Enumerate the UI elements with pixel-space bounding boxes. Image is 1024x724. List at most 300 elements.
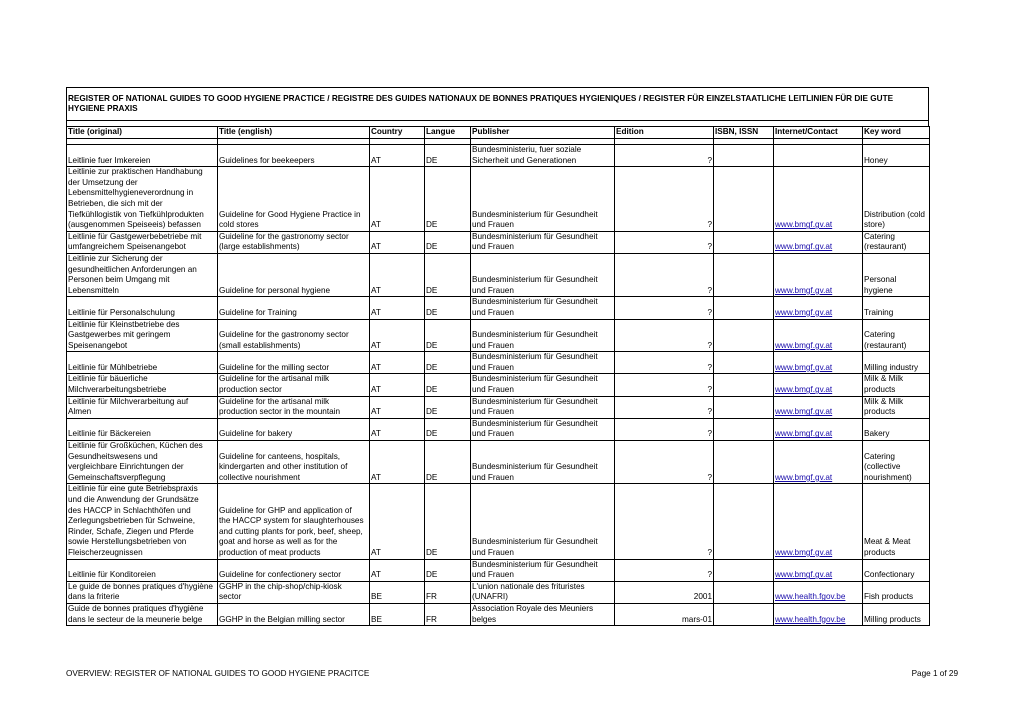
cell-keyword-line: (restaurant) — [864, 242, 907, 252]
cell-keyword-line: products — [864, 385, 896, 395]
cell-publisher — [471, 418, 615, 440]
cell-keyword-line: Milling industry — [864, 362, 919, 372]
cell-title-original-line: umfangreichem Speisenangebot — [68, 242, 186, 252]
cell-publisher — [471, 374, 615, 396]
cell-keyword-line: Personal — [864, 275, 897, 285]
cell-publisher-line: und Frauen — [472, 472, 514, 482]
cell-keyword-line: Catering — [864, 451, 895, 461]
cell-title-original-line: Leitlinie zur praktischen Handhabung — [68, 167, 203, 177]
table-row — [67, 145, 930, 167]
cell-title-english-line: Guideline for GHP and application of — [219, 505, 352, 515]
cell-internet — [774, 167, 863, 232]
cell-title-original-line: Leitlinie fuer Imkereien — [68, 155, 151, 165]
table-row — [67, 352, 930, 374]
cell-edition: 2001 — [615, 581, 714, 603]
cell-title-english-line: Guideline for canteens, hospitals, — [219, 451, 341, 461]
cell-title-original-line: Leitlinie für bäuerliche — [68, 374, 148, 384]
cell-keyword-line: Honey — [864, 155, 888, 165]
website-link[interactable]: www.bmgf.gv.at — [775, 547, 833, 557]
cell-publisher-line: und Frauen — [472, 385, 514, 395]
cell-title-original-line: dans la friterie — [68, 592, 120, 602]
cell-title-english — [218, 396, 370, 418]
cell-title-english-line: the HACCP system for slaughterhouses — [219, 516, 364, 526]
cell-edition: ? — [615, 352, 714, 374]
cell-publisher-line: Bundesministerium für Gesundheit — [472, 559, 598, 569]
cell-keyword-line: Distribution (cold — [864, 209, 925, 219]
cell-title-original-line: sowie Herstellungsbetrieben von — [68, 537, 187, 547]
cell-isbn — [714, 319, 774, 352]
cell-publisher-line: Bundesministerium für Gesundheit — [472, 231, 598, 241]
cell-internet — [774, 603, 863, 625]
cell-publisher-line: Bundesministerium für Gesundheit — [472, 297, 598, 307]
cell-title-english-line: GGHP in the chip-shop/chip-kiosk — [219, 581, 342, 591]
cell-title-original-line: dans le secteur de la meunerie belge — [68, 614, 203, 624]
cell-publisher-line: Sicherheit und Generationen — [472, 155, 577, 165]
col-header-langue: Langue — [425, 127, 471, 139]
cell-keyword-line: (restaurant) — [864, 340, 907, 350]
table-row — [67, 396, 930, 418]
cell-title-original-line: Rinder, Schafe, Ziegen und Pferde — [68, 526, 194, 536]
cell-langue: FR — [425, 581, 471, 603]
col-header-country: Country — [370, 127, 425, 139]
cell-title-original — [67, 253, 218, 296]
cell-publisher — [471, 484, 615, 559]
cell-langue: DE — [425, 319, 471, 352]
cell-title-english — [218, 374, 370, 396]
cell-internet — [774, 352, 863, 374]
cell-edition: ? — [615, 396, 714, 418]
cell-publisher-line: und Frauen — [472, 362, 514, 372]
cell-title-english-line: Guideline for personal hygiene — [219, 285, 331, 295]
cell-keyword — [863, 603, 930, 625]
cell-country: AT — [370, 396, 425, 418]
cell-edition: ? — [615, 167, 714, 232]
cell-isbn — [714, 167, 774, 232]
cell-country: AT — [370, 253, 425, 296]
cell-title-original-line: Gemeinschaftsverpflegung — [68, 472, 166, 482]
cell-title-original-line: Gesundheitswesens und — [68, 451, 158, 461]
cell-title-original — [67, 559, 218, 581]
cell-keyword — [863, 484, 930, 559]
cell-keyword — [863, 297, 930, 319]
cell-title-original — [67, 603, 218, 625]
cell-keyword — [863, 231, 930, 253]
cell-keyword-line: Milk & Milk — [864, 374, 904, 384]
website-link[interactable]: www.bmgf.gv.at — [775, 242, 833, 252]
cell-publisher — [471, 145, 615, 167]
cell-publisher-line: und Frauen — [472, 285, 514, 295]
cell-country: AT — [370, 167, 425, 232]
cell-edition: ? — [615, 374, 714, 396]
cell-title-english — [218, 581, 370, 603]
cell-title-english-line: Guideline for bakery — [219, 429, 293, 439]
cell-title-original — [67, 484, 218, 559]
cell-keyword-line: Catering — [864, 231, 895, 241]
website-link[interactable]: www.health.fgov.be — [775, 614, 846, 624]
cell-keyword — [863, 145, 930, 167]
cell-langue: DE — [425, 441, 471, 484]
cell-isbn — [714, 441, 774, 484]
cell-title-original-line: (ausgenommen Speiseeis) befassen — [68, 220, 201, 230]
cell-title-original — [67, 441, 218, 484]
cell-title-original-line: Zerlegungsbetrieben für Schweine, — [68, 516, 195, 526]
cell-title-original — [67, 297, 218, 319]
website-link[interactable]: www.bmgf.gv.at — [775, 307, 833, 317]
cell-publisher-line: und Frauen — [472, 340, 514, 350]
cell-isbn — [714, 559, 774, 581]
cell-isbn — [714, 418, 774, 440]
cell-keyword-line: store) — [864, 220, 885, 230]
page-number: Page 1 of 29 — [911, 669, 958, 678]
col-header-edition: Edition — [615, 127, 714, 139]
cell-title-original-line: Personen beim Umgang mit — [68, 275, 170, 285]
cell-keyword — [863, 167, 930, 232]
cell-publisher — [471, 253, 615, 296]
cell-langue: DE — [425, 231, 471, 253]
header-row — [67, 127, 930, 139]
cell-internet — [774, 559, 863, 581]
cell-title-original — [67, 231, 218, 253]
cell-title-english-line: (small establishments) — [219, 340, 301, 350]
cell-country: AT — [370, 441, 425, 484]
cell-publisher — [471, 396, 615, 418]
cell-country: AT — [370, 374, 425, 396]
website-link[interactable]: www.bmgf.gv.at — [775, 385, 833, 395]
cell-country: BE — [370, 603, 425, 625]
table-row — [67, 374, 930, 396]
cell-isbn — [714, 374, 774, 396]
cell-langue: DE — [425, 297, 471, 319]
website-link[interactable]: www.bmgf.gv.at — [775, 570, 833, 580]
cell-keyword — [863, 581, 930, 603]
cell-country: AT — [370, 319, 425, 352]
cell-isbn — [714, 253, 774, 296]
cell-publisher-line: Bundesministerium für Gesundheit — [472, 374, 598, 384]
table-body — [67, 139, 930, 626]
col-header-title-original: Title (original) — [67, 127, 218, 139]
table-row — [67, 231, 930, 253]
cell-internet — [774, 231, 863, 253]
cell-title-english-line: collective nourishment — [219, 472, 301, 482]
cell-title-english-line: production of meat products — [219, 547, 321, 557]
register-title-line2: HYGIENE PRAXIS — [68, 104, 138, 113]
cell-title-english — [218, 253, 370, 296]
cell-title-english — [218, 559, 370, 581]
cell-title-original-line: Tiefkühllogistik von Tiefkühlprodukten — [68, 209, 204, 219]
cell-country: AT — [370, 559, 425, 581]
cell-title-original-line: Leitlinie zur Sicherung der — [68, 253, 163, 263]
cell-publisher-line: Bundesministerium für Gesundheit — [472, 396, 598, 406]
cell-title-english-line: Guideline for Good Hygiene Practice in — [219, 209, 361, 219]
cell-title-english-line: GGHP in the Belgian milling sector — [219, 614, 345, 624]
cell-keyword — [863, 441, 930, 484]
cell-isbn — [714, 145, 774, 167]
cell-publisher — [471, 167, 615, 232]
cell-country: AT — [370, 231, 425, 253]
cell-title-english-line: Guideline for the artisanal milk — [219, 396, 330, 406]
cell-keyword-line: Fish products — [864, 592, 914, 602]
cell-title-english — [218, 231, 370, 253]
cell-internet — [774, 581, 863, 603]
cell-title-english-line: production sector in the mountain — [219, 407, 341, 417]
cell-publisher-line: L'union nationale des frituristes — [472, 581, 585, 591]
cell-isbn — [714, 396, 774, 418]
cell-publisher-line: Bundesministerium für Gesundheit — [472, 330, 598, 340]
table-row — [67, 603, 930, 625]
cell-publisher-line: Bundesministerium für Gesundheit — [472, 352, 598, 362]
cell-keyword-line: Milk & Milk — [864, 396, 904, 406]
cell-title-english-line: kindergarten and other institution of — [219, 462, 348, 472]
cell-edition: ? — [615, 297, 714, 319]
cell-publisher — [471, 231, 615, 253]
cell-title-original-line: Betrieben, die sich mit der — [68, 198, 163, 208]
cell-isbn — [714, 297, 774, 319]
cell-isbn — [714, 581, 774, 603]
cell-title-english-line: Guidelines for beekeepers — [219, 155, 315, 165]
website-link[interactable]: www.bmgf.gv.at — [775, 340, 833, 350]
cell-keyword-line: products — [864, 547, 896, 557]
cell-internet — [774, 374, 863, 396]
cell-internet — [774, 418, 863, 440]
cell-internet — [774, 484, 863, 559]
cell-keyword — [863, 352, 930, 374]
cell-title-original-line: Leitlinie für Mühlbetriebe — [68, 362, 158, 372]
cell-publisher-line: Bundesministerium für Gesundheit — [472, 537, 598, 547]
cell-edition: mars-01 — [615, 603, 714, 625]
cell-title-original-line: Lebensmittelhygieneverordnung in — [68, 188, 194, 198]
col-header-title-english: Title (english) — [218, 127, 370, 139]
cell-edition: ? — [615, 145, 714, 167]
cell-title-original — [67, 145, 218, 167]
cell-title-original-line: Leitlinie für Bäckereien — [68, 429, 151, 439]
table-row — [67, 484, 930, 559]
cell-keyword-line: (collective — [864, 462, 901, 472]
cell-keyword-line: hygiene — [864, 285, 893, 295]
cell-title-original — [67, 167, 218, 232]
table-row — [67, 559, 930, 581]
register-title — [66, 87, 929, 120]
cell-publisher-line: Bundesministeriu, fuer soziale — [472, 145, 582, 154]
cell-title-english-line: Guideline for the artisanal milk — [219, 374, 330, 384]
cell-publisher — [471, 559, 615, 581]
cell-title-english — [218, 484, 370, 559]
cell-edition: ? — [615, 253, 714, 296]
cell-publisher-line: und Frauen — [472, 547, 514, 557]
website-link[interactable]: www.bmgf.gv.at — [775, 429, 833, 439]
col-header-publisher: Publisher — [471, 127, 615, 139]
cell-title-original-line: Leitlinie für Konditoreien — [68, 570, 156, 580]
cell-title-original-line: Almen — [68, 407, 92, 417]
cell-title-original-line: Leitlinie für eine gute Betriebspraxis — [68, 484, 198, 494]
cell-publisher-line: Association Royale des Meuniers — [472, 603, 594, 613]
cell-title-english — [218, 603, 370, 625]
cell-keyword-line: Confectionary — [864, 570, 915, 580]
cell-isbn — [714, 352, 774, 374]
cell-keyword-line: Training — [864, 307, 894, 317]
cell-title-english-line: (large establishments) — [219, 242, 300, 252]
cell-edition: ? — [615, 484, 714, 559]
cell-title-english-line: goat and horse as well as for the — [219, 537, 338, 547]
table-row — [67, 319, 930, 352]
cell-internet — [774, 441, 863, 484]
cell-langue: DE — [425, 396, 471, 418]
cell-title-original-line: Fleischerzeugnissen — [68, 547, 143, 557]
cell-title-original-line: des HACCP in Schlachthöfen und — [68, 505, 191, 515]
website-link[interactable]: www.bmgf.gv.at — [775, 285, 833, 295]
cell-title-english-line: and cutting plants for pork, beef, sheep, — [219, 526, 363, 536]
website-link[interactable]: www.bmgf.gv.at — [775, 472, 833, 482]
cell-keyword — [863, 374, 930, 396]
cell-title-original — [67, 319, 218, 352]
cell-internet — [774, 145, 863, 167]
cell-internet — [774, 297, 863, 319]
cell-title-english — [218, 319, 370, 352]
cell-title-english-line: cold stores — [219, 220, 259, 230]
cell-title-english — [218, 352, 370, 374]
cell-langue: DE — [425, 167, 471, 232]
cell-langue: DE — [425, 484, 471, 559]
cell-langue: DE — [425, 145, 471, 167]
cell-edition: ? — [615, 231, 714, 253]
cell-publisher-line: und Frauen — [472, 307, 514, 317]
cell-publisher — [471, 352, 615, 374]
cell-title-english-line: Guideline for the milling sector — [219, 362, 330, 372]
cell-title-original-line: und die Anwendung der Grundsätze — [68, 495, 199, 504]
cell-title-english-line: Guideline for the gastronomy sector — [219, 231, 349, 241]
cell-title-english — [218, 441, 370, 484]
cell-country: BE — [370, 581, 425, 603]
table-row — [67, 418, 930, 440]
cell-title-original — [67, 374, 218, 396]
cell-langue: DE — [425, 559, 471, 581]
cell-publisher-line: (UNAFRI) — [472, 592, 508, 602]
cell-publisher-line: und Frauen — [472, 407, 514, 417]
cell-langue: DE — [425, 374, 471, 396]
cell-title-original-line: gesundheitlichen Anforderungen an — [68, 264, 197, 274]
cell-edition: ? — [615, 319, 714, 352]
table-row — [67, 441, 930, 484]
cell-keyword — [863, 418, 930, 440]
cell-title-original-line: Leitlinie für Kleinstbetriebe des — [68, 319, 180, 329]
cell-title-original-line: Guide de bonnes pratiques d'hygiène — [68, 603, 204, 613]
cell-country: AT — [370, 484, 425, 559]
cell-country: AT — [370, 145, 425, 167]
cell-publisher-line: und Frauen — [472, 429, 514, 439]
cell-edition: ? — [615, 418, 714, 440]
cell-title-original-line: Gastgewerbes mit geringem — [68, 330, 171, 340]
cell-title-original-line: Lebensmitteln — [68, 285, 119, 295]
cell-isbn — [714, 603, 774, 625]
cell-internet — [774, 253, 863, 296]
cell-title-english-line: Guideline for the gastronomy sector — [219, 330, 349, 340]
cell-title-original-line: Milchverarbeitungsbetriebe — [68, 385, 167, 395]
cell-keyword-line: Milling products — [864, 614, 921, 624]
cell-publisher — [471, 319, 615, 352]
website-link[interactable]: www.bmgf.gv.at — [775, 220, 833, 230]
cell-title-original-line: Leitlinie für Personalschulung — [68, 307, 175, 317]
guides-table — [66, 126, 930, 626]
col-header-isbn: ISBN, ISSN — [714, 127, 774, 139]
cell-keyword — [863, 253, 930, 296]
cell-edition: ? — [615, 559, 714, 581]
register-title-line1: REGISTER OF NATIONAL GUIDES TO GOOD HYGIENE PRACTICE / REGISTRE DES GUIDES NATIONAUX DE BONNES PRATIQUES HYGIENIQUES / REGISTER FÜR EINZELSTAATLICHE LEITLINIEN FÜR DIE GUTE — [68, 94, 894, 103]
cell-langue: FR — [425, 603, 471, 625]
cell-title-original-line: Leitlinie für Großküchen, Küchen des — [68, 441, 203, 451]
col-header-internet: Internet/Contact — [774, 127, 863, 139]
cell-title-original — [67, 396, 218, 418]
table-row — [67, 167, 930, 232]
cell-langue: DE — [425, 253, 471, 296]
cell-title-english-line: Guideline for Training — [219, 307, 297, 317]
cell-internet — [774, 319, 863, 352]
cell-title-english — [218, 145, 370, 167]
cell-publisher-line: Bundesministerium für Gesundheit — [472, 209, 598, 219]
cell-isbn — [714, 231, 774, 253]
cell-langue: DE — [425, 418, 471, 440]
cell-publisher-line: Bundesministerium für Gesundheit — [472, 462, 598, 472]
cell-keyword-line: products — [864, 407, 896, 417]
cell-internet — [774, 396, 863, 418]
cell-title-english — [218, 297, 370, 319]
website-link[interactable]: www.bmgf.gv.at — [775, 362, 833, 372]
cell-publisher — [471, 297, 615, 319]
cell-edition: ? — [615, 441, 714, 484]
cell-title-original-line: Le guide de bonnes pratiques d'hygiène — [68, 581, 213, 591]
cell-publisher-line: belges — [472, 614, 497, 624]
cell-title-english-line: production sector — [219, 385, 282, 395]
website-link[interactable]: www.health.fgov.be — [775, 592, 846, 602]
cell-publisher-line: Bundesministerium für Gesundheit — [472, 418, 598, 428]
cell-title-original-line: vergleichbare Einrichtungen der — [68, 462, 184, 472]
cell-keyword-line: Bakery — [864, 429, 890, 439]
cell-publisher-line: und Frauen — [472, 570, 514, 580]
col-header-keyword: Key word — [863, 127, 930, 139]
cell-country: AT — [370, 297, 425, 319]
table-row — [67, 253, 930, 296]
cell-publisher — [471, 581, 615, 603]
table-row — [67, 297, 930, 319]
cell-keyword-line: Meat & Meat — [864, 537, 911, 547]
cell-isbn — [714, 484, 774, 559]
cell-keyword-line: Catering — [864, 330, 895, 340]
cell-langue: DE — [425, 352, 471, 374]
cell-keyword — [863, 396, 930, 418]
cell-title-original-line: Speisenangebot — [68, 340, 128, 350]
cell-title-original-line: Leitlinie für Gastgewerbebetriebe mit — [68, 231, 202, 241]
cell-title-original — [67, 418, 218, 440]
cell-keyword-line: nourishment) — [864, 472, 912, 482]
cell-publisher-line: Bundesministerium für Gesundheit — [472, 275, 598, 285]
cell-title-english — [218, 167, 370, 232]
cell-publisher-line: und Frauen — [472, 220, 514, 230]
cell-title-original — [67, 581, 218, 603]
cell-keyword — [863, 559, 930, 581]
cell-title-original-line: der Umsetzung der — [68, 177, 138, 187]
cell-country: AT — [370, 352, 425, 374]
cell-publisher-line: und Frauen — [472, 242, 514, 252]
cell-publisher — [471, 603, 615, 625]
cell-title-english-line: Guideline for confectionery sector — [219, 570, 341, 580]
cell-title-original — [67, 352, 218, 374]
table-row — [67, 581, 930, 603]
cell-title-english — [218, 418, 370, 440]
cell-title-english-line: sector — [219, 592, 242, 602]
website-link[interactable]: www.bmgf.gv.at — [775, 407, 833, 417]
cell-title-original-line: Leitlinie für Milchverarbeitung auf — [68, 396, 189, 406]
cell-keyword — [863, 319, 930, 352]
cell-publisher — [471, 441, 615, 484]
footer-title: OVERVIEW: REGISTER OF NATIONAL GUIDES TO GOOD HYGIENE PRACITCE — [66, 669, 370, 678]
